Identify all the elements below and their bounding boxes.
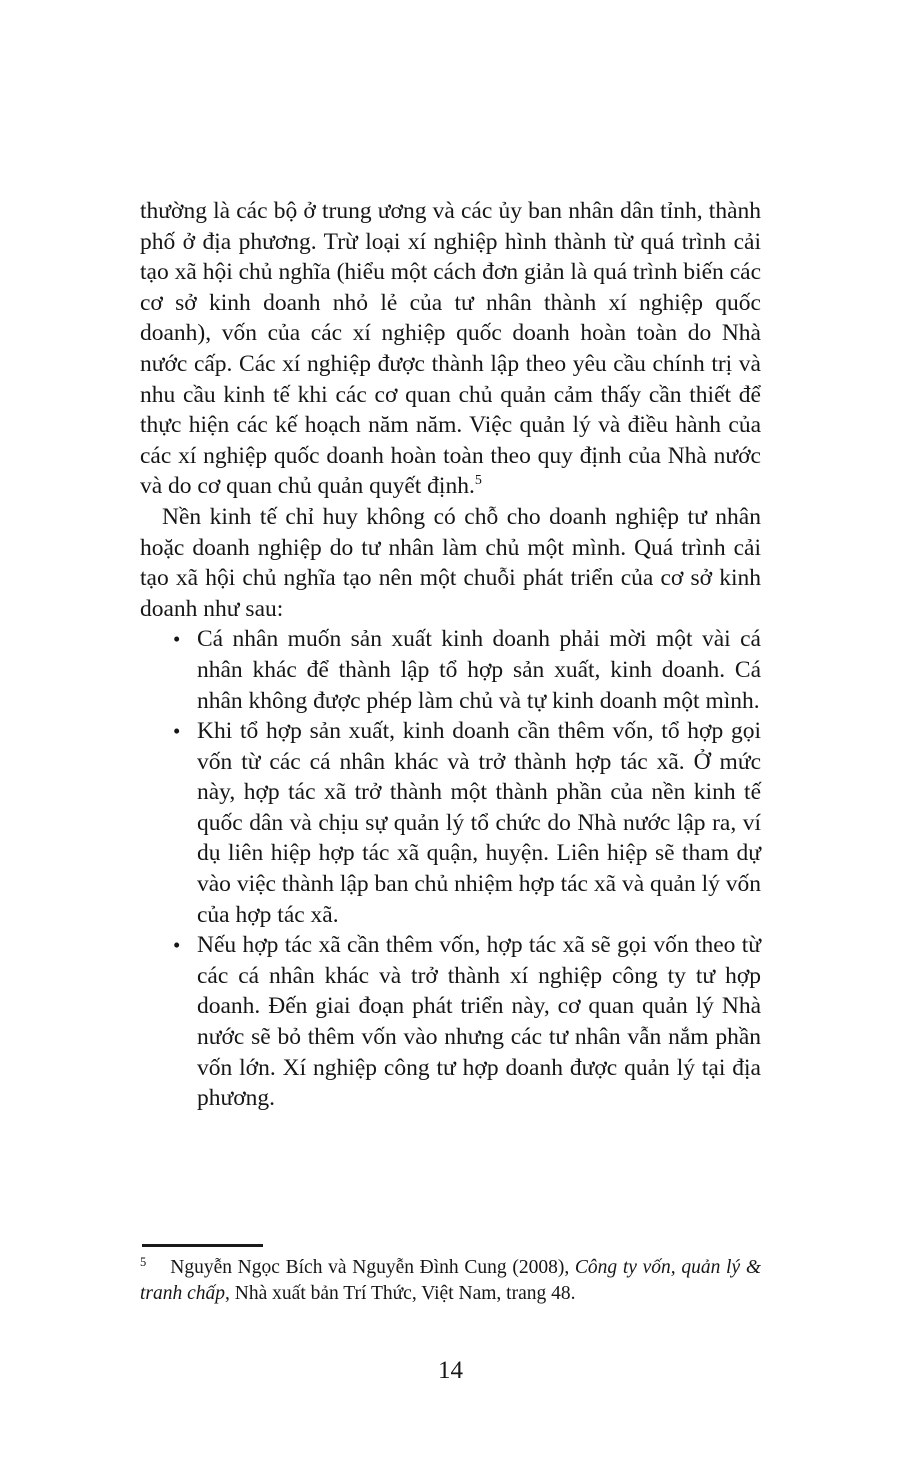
- footnote-citation-publisher: , Nhà xuất bản Trí Thức, Việt Nam, trang 48.: [225, 1283, 576, 1304]
- body-text-block: [140, 196, 761, 1114]
- footnote-number-marker: 5: [140, 1254, 147, 1269]
- paragraph-command-economy: Nền kinh tế chỉ huy không có chỗ cho doanh nghiệp tư nhân hoặc doanh nghiệp do tư nhân làm chủ một mình. Quá trình cải tạo xã hội chủ nghĩa tạo nên một chuỗi phát triển của cơ sở kinh doanh như sau:: [140, 503, 761, 622]
- business-development-stage-list: [140, 624, 761, 1114]
- list-item-text: Nếu hợp tác xã cần thêm vốn, hợp tác xã sẽ gọi vốn theo từ các cá nhân khác và trở thành xí nghiệp công ty tư hợp doanh. Đến giai đoạn phát triển này, cơ quan quản lý Nhà nước sẽ bỏ thêm vốn vào nhưng các tư nhân vẫn nắm phần vốn lớn. Xí nghiệp công tư hợp doanh được quản lý tại địa phương.: [197, 932, 761, 1112]
- list-item-to-hop: [140, 624, 761, 716]
- footnote-separator-rule: [142, 1244, 263, 1247]
- footnote-citation-authors: Nguyễn Ngọc Bích và Nguyễn Đình Cung (2008),: [170, 1257, 575, 1278]
- paragraph-1-text: thường là các bộ ở trung ương và các ủy ban nhân dân tỉnh, thành phố ở địa phương. Trừ loại xí nghiệp hình thành từ quá trình cải tạo xã hội chủ nghĩa (hiểu một cách đơn giản là quá trình biến các cơ sở kinh doanh nhỏ lẻ của tư nhân thành xí nghiệp quốc doanh), vốn của các xí nghiệp quốc doanh hoàn toàn do Nhà nước cấp. Các xí nghiệp được thành lập theo yêu cầu chính trị và nhu cầu kinh tế khi các cơ quan chủ quản cảm thấy cần thiết để thực hiện các kế hoạch năm năm. Việc quản lý và điều hành của các xí nghiệp quốc doanh hoàn toàn theo quy định của Nhà nước và do cơ quan chủ quản quyết định.: [140, 198, 761, 500]
- list-item-text: Cá nhân muốn sản xuất kinh doanh phải mời một vài cá nhân khác để thành lập tổ hợp sản xuất, kinh doanh. Cá nhân không được phép làm chủ và tự kinh doanh một mình.: [197, 626, 761, 714]
- footnote-section: [140, 1244, 761, 1307]
- paragraph-state-enterprises: [140, 196, 761, 502]
- footnote-work-title: Công ty vốn, quản lý & tranh chấp: [140, 1257, 761, 1304]
- footnote-reference-superscript: 5: [474, 473, 482, 489]
- footnote-citation: [140, 1255, 761, 1307]
- bullet-icon: •: [173, 719, 181, 744]
- list-item-cong-tu-hop-doanh: [140, 930, 761, 1114]
- bullet-icon: •: [173, 933, 181, 958]
- list-item-text: Khi tổ hợp sản xuất, kinh doanh cần thêm vốn, tổ hợp gọi vốn từ các cá nhân khác và trở thành hợp tác xã. Ở mức này, hợp tác xã trở thành một thành phần của nền kinh tế quốc dân và chịu sự quản lý tổ chức do Nhà nước lập ra, ví dụ liên hiệp hợp tác xã quận, huyện. Liên hiệp sẽ tham dự vào việc thành lập ban chủ nhiệm hợp tác xã và quản lý vốn của hợp tác xã.: [197, 718, 761, 928]
- list-item-hop-tac-xa: [140, 716, 761, 930]
- bullet-icon: •: [173, 627, 181, 652]
- page-number: 14: [438, 1357, 463, 1384]
